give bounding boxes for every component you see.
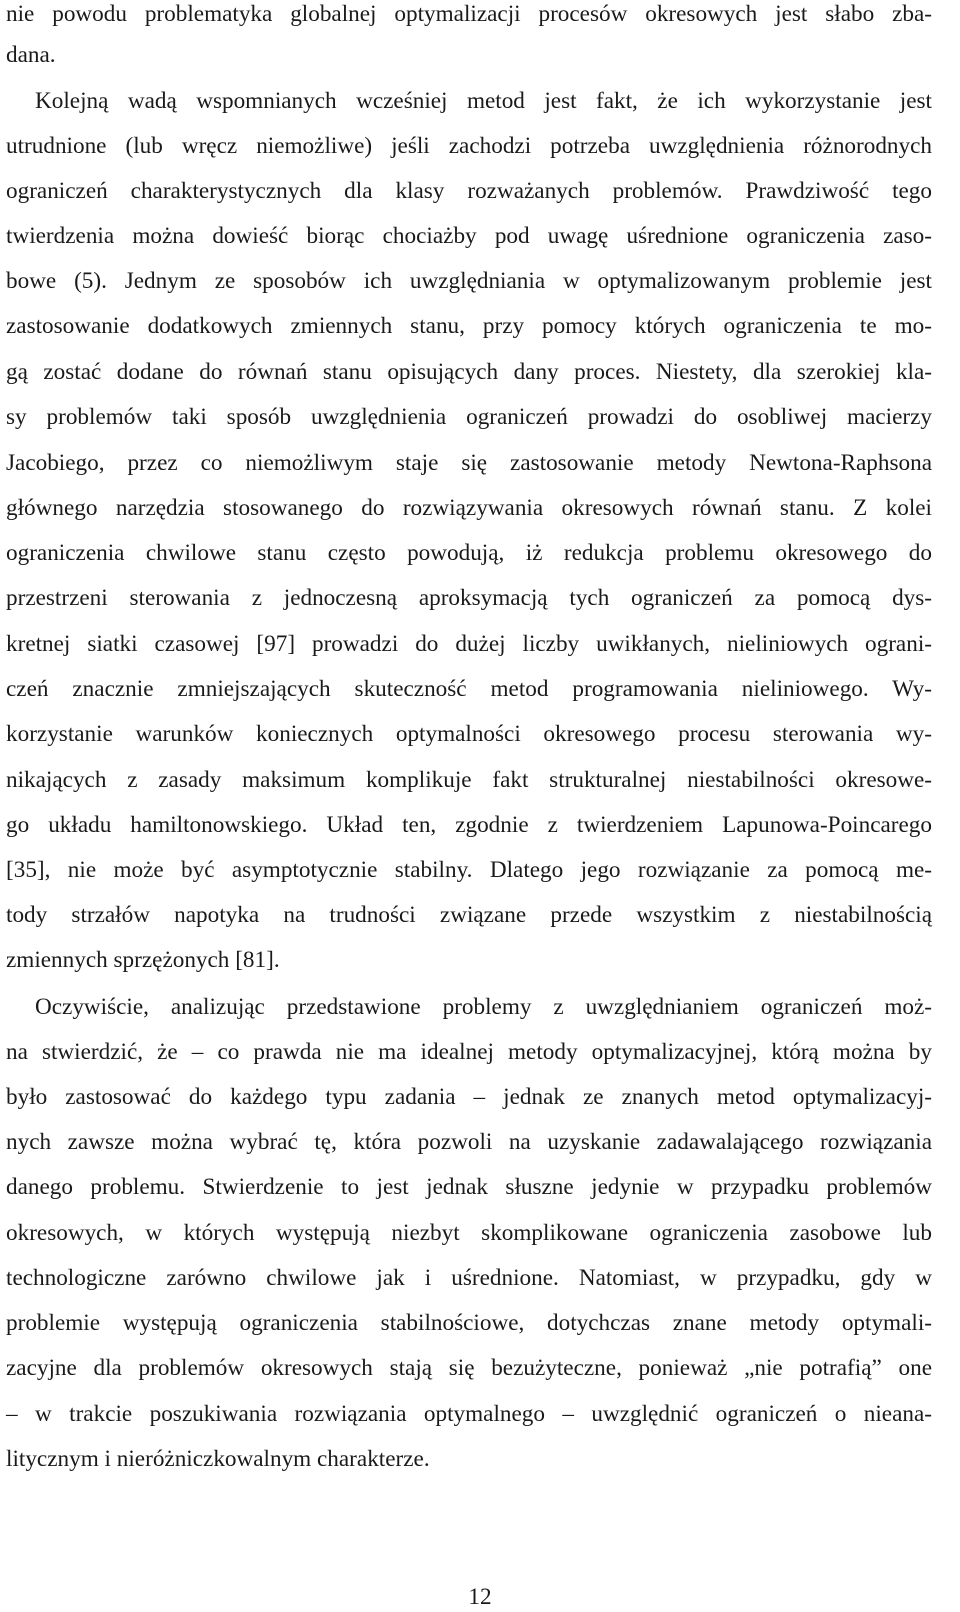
text-line: dana. — [6, 42, 56, 68]
text-line: bowe (5). Jednym ze sposobów ich uwzględniania w optymalizowanym problemie jest — [6, 268, 932, 294]
text-line: zmiennych sprzężonych [81]. — [6, 947, 280, 973]
text-line: okresowych, w których występują niezbyt skomplikowane ograniczenia zasobowe lub — [6, 1220, 932, 1246]
text-line: Oczywiście, analizując przedstawione problemy z uwzględnianiem ograniczeń moż- — [35, 994, 932, 1020]
text-line: nikających z zasady maksimum komplikuje fakt strukturalnej niestabilności okresowe- — [6, 767, 932, 793]
text-line: ograniczenia chwilowe stanu często powodują, iż redukcja problemu okresowego do — [6, 540, 932, 566]
text-line: nie powodu problematyka globalnej optymalizacji procesów okresowych jest słabo zba- — [6, 1, 932, 27]
text-line: było zastosować do każdego typu zadania – jednak ze znanych metod optymalizacyj- — [6, 1084, 932, 1110]
text-line: go układu hamiltonowskiego. Układ ten, zgodnie z twierdzeniem Lapunowa-Poincarego — [6, 812, 932, 838]
text-line: przestrzeni sterowania z jednoczesną aproksymacją tych ograniczeń za pomocą dys- — [6, 585, 932, 611]
text-line: gą zostać dodane do równań stanu opisujących dany proces. Niestety, dla szerokiej kla- — [6, 359, 932, 385]
text-line: zacyjne dla problemów okresowych stają się bezużyteczne, ponieważ „nie potrafią” one — [6, 1355, 932, 1381]
text-line: utrudnione (lub wręcz niemożliwe) jeśli zachodzi potrzeba uwzględnienia różnorodnych — [6, 133, 932, 159]
text-line: twierdzenia można dowieść biorąc chociażby pod uwagę uśrednione ograniczenia zaso- — [6, 223, 932, 249]
text-line: problemie występują ograniczenia stabilnościowe, dotychczas znane metody optymali- — [6, 1310, 932, 1336]
text-line: głównego narzędzia stosowanego do rozwiązywania okresowych równań stanu. Z kolei — [6, 495, 932, 521]
page-number: 12 — [468, 1584, 492, 1610]
text-line: korzystanie warunków koniecznych optymalności okresowego procesu sterowania wy- — [6, 721, 932, 747]
text-line: litycznym i nieróżniczkowalnym charakterze. — [6, 1446, 430, 1472]
text-line: na stwierdzić, że – co prawda nie ma idealnej metody optymalizacyjnej, którą można by — [6, 1039, 932, 1065]
text-line: zastosowanie dodatkowych zmiennych stanu, przy pomocy których ograniczenia te mo- — [6, 313, 932, 339]
text-line: kretnej siatki czasowej [97] prowadzi do dużej liczby uwikłanych, nieliniowych ograni- — [6, 631, 932, 657]
text-line: czeń znacznie zmniejszających skuteczność metod programowania nieliniowego. Wy- — [6, 676, 932, 702]
text-line: [35], nie może być asymptotycznie stabilny. Dlatego jego rozwiązanie za pomocą me- — [6, 857, 932, 883]
text-line: technologiczne zarówno chwilowe jak i uśrednione. Natomiast, w przypadku, gdy w — [6, 1265, 932, 1291]
text-line: sy problemów taki sposób uwzględnienia ograniczeń prowadzi do osobliwej macierzy — [6, 404, 932, 430]
text-line: nych zawsze można wybrać tę, która pozwoli na uzyskanie zadawalającego rozwiązania — [6, 1129, 932, 1155]
text-line: danego problemu. Stwierdzenie to jest jednak słuszne jedynie w przypadku problemów — [6, 1174, 932, 1200]
text-line: Kolejną wadą wspomnianych wcześniej metod jest fakt, że ich wykorzystanie jest — [35, 88, 932, 114]
text-line: – w trakcie poszukiwania rozwiązania optymalnego – uwzględnić ograniczeń o nieana- — [6, 1401, 932, 1427]
text-line: tody strzałów napotyka na trudności związane przede wszystkim z niestabilnością — [6, 902, 932, 928]
text-line: ograniczeń charakterystycznych dla klasy rozważanych problemów. Prawdziwość tego — [6, 178, 932, 204]
text-line: Jacobiego, przez co niemożliwym staje się zastosowanie metody Newtona-Raphsona — [6, 450, 932, 476]
